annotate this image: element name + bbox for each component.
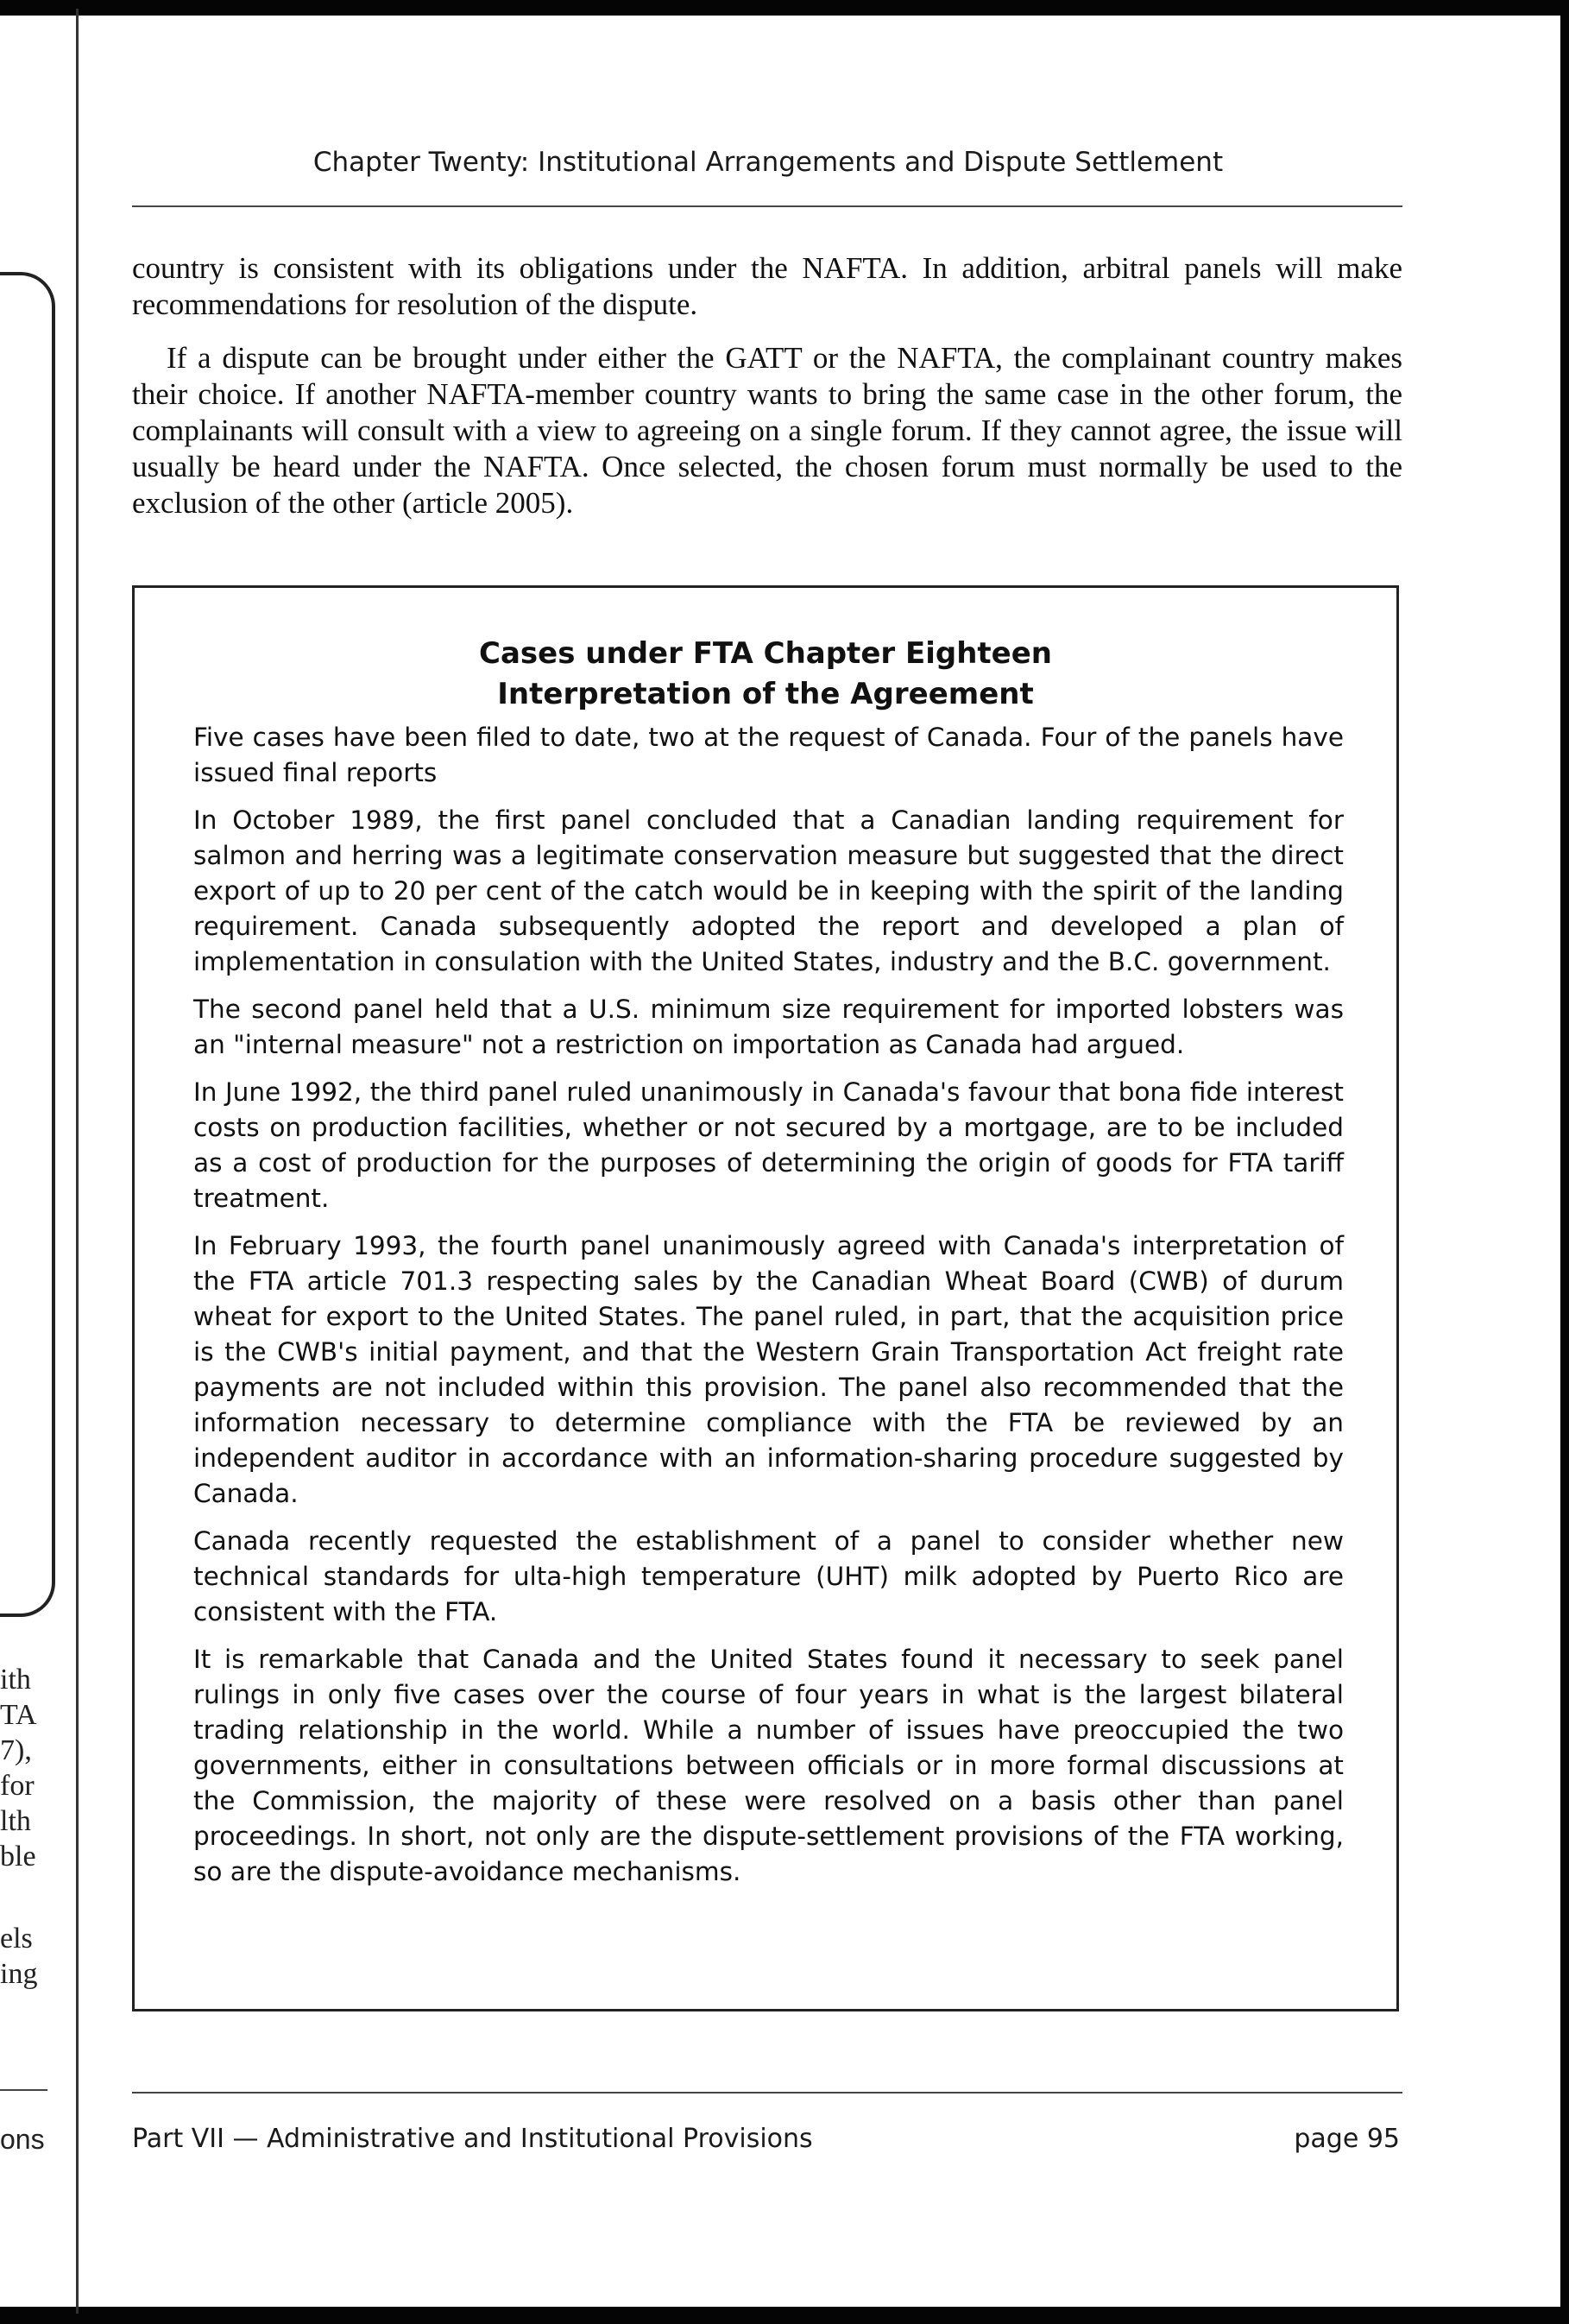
box-paragraph: Five cases have been filed to date, two at the request of Canada. Four of the panels have issued final reports <box>193 723 1344 787</box>
previous-page-fragment: ble <box>0 1841 36 1872</box>
footer-rule <box>132 2092 1402 2093</box>
box-paragraph: It is remarkable that Canada and the United States found it necessary to seek panel rulings in only five cases over the course of four years in what is the largest bilateral trading relationship in the world. While a number of issues have preoccupied the two governments, either in consultations between officials or in more formal discussions at the Commission, the majority of these were resolved on a basis other than panel proceedings. In short, not only are the dispute-settlement provisions of the FTA working, so are the dispute-avoidance mechanisms. <box>193 1645 1344 1886</box>
previous-page-rule <box>0 2089 47 2091</box>
scan-edge-top <box>0 0 1569 16</box>
box-paragraph: In June 1992, the third panel ruled unanimously in Canada's favour that bona fide interest costs on production facilities, whether or not secured by a mortgage, are to be included as a cost of production for the purposes of determining the origin of goods for FTA tariff treatment. <box>193 1077 1344 1213</box>
body-paragraph: country is consistent with its obligations under the NAFTA. In addition, arbitral panels will make recommendations for resolution of the dispute. <box>132 251 1402 321</box>
previous-page-fragment: for <box>0 1770 35 1802</box>
previous-page-fragment: ith <box>0 1664 31 1696</box>
body-paragraph: If a dispute can be brought under either the GATT or the NAFTA, the complainant country makes their choice. If another NAFTA-member country wants to bring the same case in the other forum, the complainants will consult with a view to agreeing on a single forum. If they cannot agree, the issue will usually be heard under the NAFTA. Once selected, the chosen forum must normally be used to the exclusion of the other (article 2005). <box>132 341 1402 520</box>
previous-page-fragment: lth <box>0 1805 31 1837</box>
box-title <box>135 634 1396 715</box>
box-title-line: Cases under FTA Chapter Eighteen <box>479 636 1052 671</box>
footer-section-title: Part VII — Administrative and Institutional Provisions <box>132 2124 813 2154</box>
previous-page-fragment: ing <box>0 1958 38 1990</box>
cases-sidebar-box <box>132 585 1399 2011</box>
box-paragraph: In October 1989, the first panel concluded that a Canadian landing requirement for salmon and herring was a legitimate conservation measure but suggested that the direct export of up to 20 per cent of the catch would be in keeping with the spirit of the landing requirement. Canada subsequently adopted the report and developed a plan of implementation in consulation with the United States, industry and the B.C. government. <box>193 805 1344 976</box>
previous-page-fragment: TA <box>0 1699 37 1731</box>
body-text <box>132 250 1402 539</box>
box-content <box>193 720 1344 1902</box>
page-number: page 95 <box>1294 2124 1400 2154</box>
scan-edge-right <box>1560 0 1569 2324</box>
box-paragraph: Canada recently requested the establishment of a panel to consider whether new technical standards for ulta-high temperature (UHT) milk adopted by Puerto Rico are consistent with the FTA. <box>193 1526 1344 1626</box>
previous-page-fragments <box>0 1662 52 1992</box>
binding-line <box>76 9 79 2314</box>
box-title-line: Interpretation of the Agreement <box>497 677 1034 711</box>
previous-page-box-edge <box>0 272 55 1617</box>
box-paragraph: The second panel held that a U.S. minimum size requirement for imported lobsters was an "internal measure" not a restriction on importation as Canada had argued. <box>193 995 1344 1059</box>
previous-page-fragment: els <box>0 1923 33 1955</box>
previous-page-footer: ons <box>0 2124 45 2155</box>
previous-page-fragment: 7), <box>0 1734 32 1766</box>
running-header: Chapter Twenty: Institutional Arrangements and Dispute Settlement <box>312 147 1224 178</box>
header-rule <box>132 205 1402 207</box>
scan-edge-bottom <box>0 2307 1569 2324</box>
box-paragraph: In February 1993, the fourth panel unanimously agreed with Canada's interpretation of the FTA article 701.3 respecting sales by the Canadian Wheat Board (CWB) of durum wheat for export to the United States. The panel ruled, in part, that the acquisition price is the CWB's initial payment, and that the Western Grain Transportation Act freight rate payments are not included within this provision. The panel also recommended that the information necessary to determine compliance with the FTA be reviewed by an independent auditor in accordance with an information-sharing procedure suggested by Canada. <box>193 1231 1344 1508</box>
